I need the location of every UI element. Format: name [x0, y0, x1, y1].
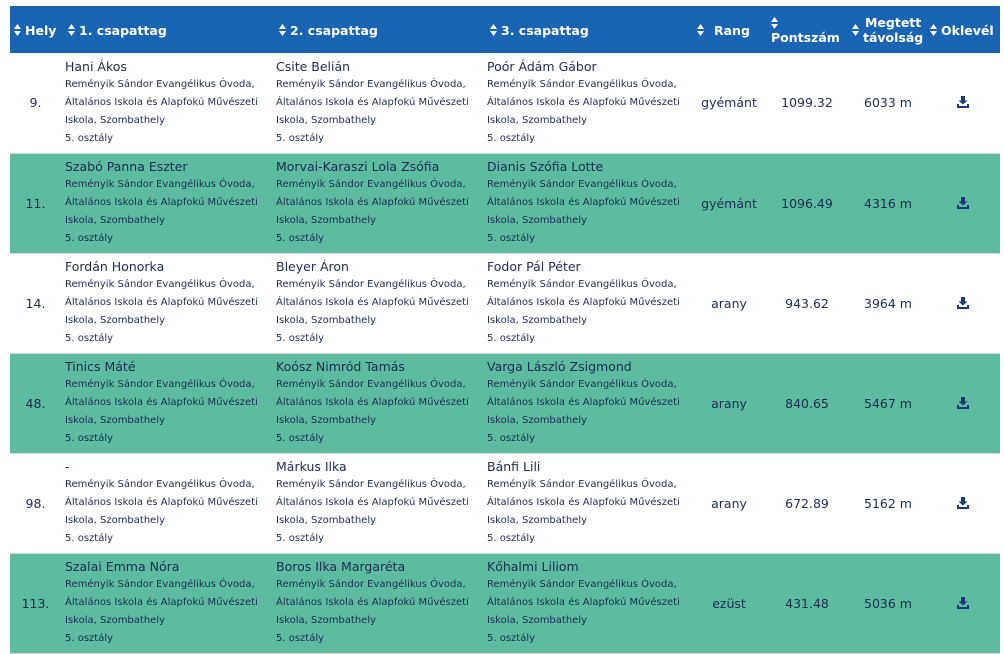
place-cell — [10, 153, 61, 253]
school-line: Reményik Sándor Evangélikus Óvoda, — [487, 279, 677, 290]
download-icon[interactable] — [956, 93, 970, 107]
rank-cell — [694, 553, 764, 653]
school-line: Iskola, Szombathely — [276, 114, 377, 126]
school-line: Általános Iskola és Alapfokú Művészeti — [65, 96, 258, 108]
school-line: Általános Iskola és Alapfokú Művészeti — [65, 297, 258, 308]
school-line: Reményik Sándor Evangélikus Óvoda, — [65, 479, 255, 490]
member-name: Varga László Zsigmond — [487, 359, 632, 374]
grade-line: 5. osztály — [276, 633, 325, 644]
school-line: Iskola, Szombathely — [65, 114, 166, 126]
school-line: Iskola, Szombathely — [65, 315, 166, 326]
sort-icon — [68, 24, 75, 36]
points-value: 840.65 — [785, 395, 829, 411]
team-member-2-cell — [272, 153, 483, 253]
certificate-cell — [926, 553, 1000, 653]
school-line: Általános Iskola és Alapfokú Művészeti — [487, 597, 680, 608]
team-member-1-cell — [61, 53, 272, 153]
table-body — [10, 53, 1000, 653]
team-member-3-cell — [483, 453, 694, 553]
header-oklevel-label: Oklevél — [941, 22, 994, 38]
school-line: Általános Iskola és Alapfokú Művészeti — [65, 397, 258, 408]
team-member-1-cell — [61, 253, 272, 353]
distance-cell — [850, 153, 926, 253]
place-value: 113. — [21, 595, 50, 611]
sort-icon — [14, 24, 21, 36]
distance-value: 6033 m — [864, 95, 912, 111]
school-line: Iskola, Szombathely — [276, 215, 377, 226]
school-line: Általános Iskola és Alapfokú Művészeti — [276, 96, 469, 108]
grade-line: 5. osztály — [276, 233, 325, 244]
place-cell — [10, 353, 61, 453]
table-row — [10, 253, 1000, 353]
grade-line: 5. osztály — [487, 132, 536, 144]
rank-cell — [694, 353, 764, 453]
header-team1-label: 1. csapattag — [79, 22, 167, 38]
header-tavolsag-line1: Megtett — [864, 14, 922, 30]
points-cell — [764, 153, 850, 253]
points-value: 1099.32 — [781, 95, 833, 111]
header-tavolsag-label — [863, 15, 923, 45]
rank-value: arany — [711, 295, 747, 311]
school-line: Általános Iskola és Alapfokú Művészeti — [65, 497, 258, 508]
distance-cell — [850, 453, 926, 553]
points-value: 943.62 — [785, 295, 829, 311]
certificate-cell — [926, 53, 1000, 153]
school-line: Iskola, Szombathely — [487, 215, 588, 226]
grade-line: 5. osztály — [65, 233, 114, 244]
certificate-cell — [926, 453, 1000, 553]
school-line: Általános Iskola és Alapfokú Művészeti — [276, 297, 469, 308]
school-line: Iskola, Szombathely — [487, 515, 588, 526]
school-line: Reményik Sándor Evangélikus Óvoda, — [65, 379, 255, 390]
school-line: Iskola, Szombathely — [65, 415, 166, 426]
school-line: Reményik Sándor Evangélikus Óvoda, — [65, 579, 255, 590]
header-pontszam-label: Pontszám — [771, 30, 840, 45]
header-rang[interactable] — [694, 6, 764, 53]
school-line: Általános Iskola és Alapfokú Művészeti — [276, 197, 469, 208]
member-name: Boros Ilka Margaréta — [276, 559, 406, 574]
school-line: Reményik Sándor Evangélikus Óvoda, — [276, 479, 466, 490]
school-line: Iskola, Szombathely — [487, 315, 588, 326]
team-member-3-cell — [483, 53, 694, 153]
team-member-2-cell — [272, 253, 483, 353]
certificate-cell — [926, 153, 1000, 253]
team-member-1-cell — [61, 353, 272, 453]
school-line: Reményik Sándor Evangélikus Óvoda, — [276, 579, 466, 590]
school-line: Általános Iskola és Alapfokú Művészeti — [276, 397, 469, 408]
table-row — [10, 53, 1000, 153]
place-value: 14. — [25, 295, 46, 311]
table-row — [10, 553, 1000, 653]
school-line: Reményik Sándor Evangélikus Óvoda, — [487, 479, 677, 490]
school-line: Reményik Sándor Evangélikus Óvoda, — [276, 279, 466, 290]
grade-line: 5. osztály — [65, 333, 114, 344]
place-value: 9. — [29, 95, 42, 111]
school-line: Általános Iskola és Alapfokú Művészeti — [276, 597, 469, 608]
member-name: Bleyer Áron — [276, 259, 349, 274]
school-line: Iskola, Szombathely — [276, 315, 377, 326]
team-member-3-cell — [483, 253, 694, 353]
distance-value: 5036 m — [864, 595, 912, 611]
school-line: Reményik Sándor Evangélikus Óvoda, — [276, 379, 466, 390]
sort-icon — [697, 24, 704, 36]
header-team3[interactable] — [483, 6, 694, 53]
points-value: 1096.49 — [781, 195, 833, 211]
member-name: Márkus Ilka — [276, 459, 347, 474]
rank-value: arany — [711, 395, 747, 411]
rank-cell — [694, 453, 764, 553]
place-cell — [10, 53, 61, 153]
school-line: Iskola, Szombathely — [276, 415, 377, 426]
sort-icon — [279, 24, 286, 36]
header-tavolsag[interactable] — [850, 6, 926, 53]
header-hely[interactable] — [10, 6, 61, 53]
distance-cell — [850, 353, 926, 453]
member-name: Morvai-Karaszi Lola Zsófia — [276, 159, 440, 174]
school-line: Általános Iskola és Alapfokú Művészeti — [487, 297, 680, 308]
rank-cell — [694, 153, 764, 253]
grade-line: 5. osztály — [276, 533, 325, 544]
download-icon[interactable] — [956, 194, 970, 208]
results-table-container — [10, 6, 1000, 654]
school-line: Reményik Sándor Evangélikus Óvoda, — [487, 379, 677, 390]
grade-line: 5. osztály — [276, 333, 325, 344]
team-member-1-cell — [61, 453, 272, 553]
grade-line: 5. osztály — [65, 533, 114, 544]
download-icon[interactable] — [956, 594, 970, 608]
school-line: Általános Iskola és Alapfokú Művészeti — [487, 96, 680, 108]
school-line: Általános Iskola és Alapfokú Művészeti — [487, 497, 680, 508]
grade-line: 5. osztály — [276, 132, 325, 144]
points-cell — [764, 253, 850, 353]
member-name: Poór Ádám Gábor — [487, 58, 597, 74]
member-name: Fordán Honorka — [65, 259, 165, 274]
table-row — [10, 153, 1000, 253]
download-icon[interactable] — [956, 494, 970, 508]
team-member-3-cell — [483, 353, 694, 453]
school-line: Reményik Sándor Evangélikus Óvoda, — [276, 179, 466, 190]
school-line: Iskola, Szombathely — [487, 415, 588, 426]
certificate-cell — [926, 353, 1000, 453]
rank-cell — [694, 253, 764, 353]
distance-cell — [850, 53, 926, 153]
school-line: Általános Iskola és Alapfokú Művészeti — [65, 597, 258, 608]
school-line: Iskola, Szombathely — [487, 114, 588, 126]
rank-value: gyémánt — [701, 195, 757, 211]
place-value: 11. — [25, 195, 46, 211]
header-team2[interactable] — [272, 6, 483, 53]
member-name: Koósz Nimród Tamás — [276, 359, 405, 374]
school-line: Reményik Sándor Evangélikus Óvoda, — [65, 179, 255, 190]
points-cell — [764, 53, 850, 153]
school-line: Iskola, Szombathely — [487, 615, 588, 626]
grade-line: 5. osztály — [65, 433, 114, 444]
table-row — [10, 353, 1000, 453]
team-member-2-cell — [272, 453, 483, 553]
team-member-1-cell — [61, 153, 272, 253]
distance-cell — [850, 553, 926, 653]
points-cell — [764, 453, 850, 553]
school-line: Iskola, Szombathely — [65, 515, 166, 526]
grade-line: 5. osztály — [487, 333, 536, 344]
school-line: Iskola, Szombathely — [65, 215, 166, 226]
header-team1[interactable] — [61, 6, 272, 53]
team-member-2-cell — [272, 353, 483, 453]
sort-icon — [771, 17, 778, 29]
school-line: Reményik Sándor Evangélikus Óvoda, — [487, 179, 677, 190]
grade-line: 5. osztály — [276, 433, 325, 444]
school-line: Iskola, Szombathely — [65, 615, 166, 626]
team-member-1-cell — [61, 553, 272, 653]
school-line: Általános Iskola és Alapfokú Művészeti — [65, 197, 258, 208]
school-line: Reményik Sándor Evangélikus Óvoda, — [487, 78, 677, 90]
grade-line: 5. osztály — [65, 633, 114, 644]
rank-value: ezüst — [712, 595, 746, 611]
member-name: - — [65, 459, 70, 474]
place-cell — [10, 253, 61, 353]
grade-line: 5. osztály — [487, 433, 536, 444]
grade-line: 5. osztály — [487, 533, 536, 544]
header-team2-label: 2. csapattag — [290, 22, 378, 38]
download-icon[interactable] — [956, 294, 970, 308]
distance-value: 3964 m — [864, 295, 912, 311]
distance-value: 5467 m — [864, 395, 912, 411]
grade-line: 5. osztály — [65, 132, 114, 144]
header-rang-label: Rang — [714, 22, 750, 38]
distance-value: 5162 m — [864, 495, 912, 511]
grade-line: 5. osztály — [487, 633, 536, 644]
team-member-3-cell — [483, 153, 694, 253]
team-member-2-cell — [272, 53, 483, 153]
school-line: Reményik Sándor Evangélikus Óvoda, — [65, 78, 255, 90]
sort-icon — [490, 24, 497, 36]
header-tavolsag-line2: távolság — [863, 29, 924, 45]
download-icon[interactable] — [956, 394, 970, 408]
member-name: Szabó Panna Eszter — [65, 159, 188, 174]
grade-line: 5. osztály — [487, 233, 536, 244]
school-line: Reményik Sándor Evangélikus Óvoda, — [276, 78, 466, 90]
school-line: Iskola, Szombathely — [276, 615, 377, 626]
place-value: 48. — [25, 395, 46, 411]
header-hely-label: Hely — [25, 22, 57, 38]
table-header-row — [10, 6, 1000, 53]
member-name: Hani Ákos — [65, 58, 127, 74]
header-oklevel[interactable] — [926, 6, 1000, 53]
table-row — [10, 453, 1000, 553]
distance-cell — [850, 253, 926, 353]
points-value: 672.89 — [785, 495, 829, 511]
rank-value: gyémánt — [701, 95, 757, 111]
member-name: Csite Belián — [276, 58, 351, 74]
member-name: Kőhalmi Liliom — [487, 559, 579, 574]
rank-value: arany — [711, 495, 747, 511]
distance-value: 4316 m — [864, 195, 912, 211]
school-line: Iskola, Szombathely — [276, 515, 377, 526]
member-name: Tinics Máté — [65, 359, 136, 374]
sort-icon — [852, 24, 859, 36]
member-name: Fodor Pál Péter — [487, 259, 581, 274]
header-pontszam[interactable] — [764, 6, 850, 53]
header-team3-label: 3. csapattag — [501, 22, 589, 38]
place-cell — [10, 453, 61, 553]
member-name: Dianis Szófia Lotte — [487, 159, 604, 174]
school-line: Reményik Sándor Evangélikus Óvoda, — [65, 279, 255, 290]
points-cell — [764, 353, 850, 453]
school-line: Általános Iskola és Alapfokú Művészeti — [487, 397, 680, 408]
place-cell — [10, 553, 61, 653]
team-member-3-cell — [483, 553, 694, 653]
points-value: 431.48 — [785, 595, 829, 611]
team-member-2-cell — [272, 553, 483, 653]
results-table — [10, 6, 1000, 654]
certificate-cell — [926, 253, 1000, 353]
sort-icon — [930, 24, 937, 36]
school-line: Általános Iskola és Alapfokú Művészeti — [487, 197, 680, 208]
school-line: Reményik Sándor Evangélikus Óvoda, — [487, 579, 677, 590]
member-name: Szalai Emma Nóra — [65, 559, 180, 574]
points-cell — [764, 553, 850, 653]
member-name: Bánfi Lili — [487, 459, 541, 474]
place-value: 98. — [25, 495, 46, 511]
rank-cell — [694, 53, 764, 153]
school-line: Általános Iskola és Alapfokú Művészeti — [276, 497, 469, 508]
